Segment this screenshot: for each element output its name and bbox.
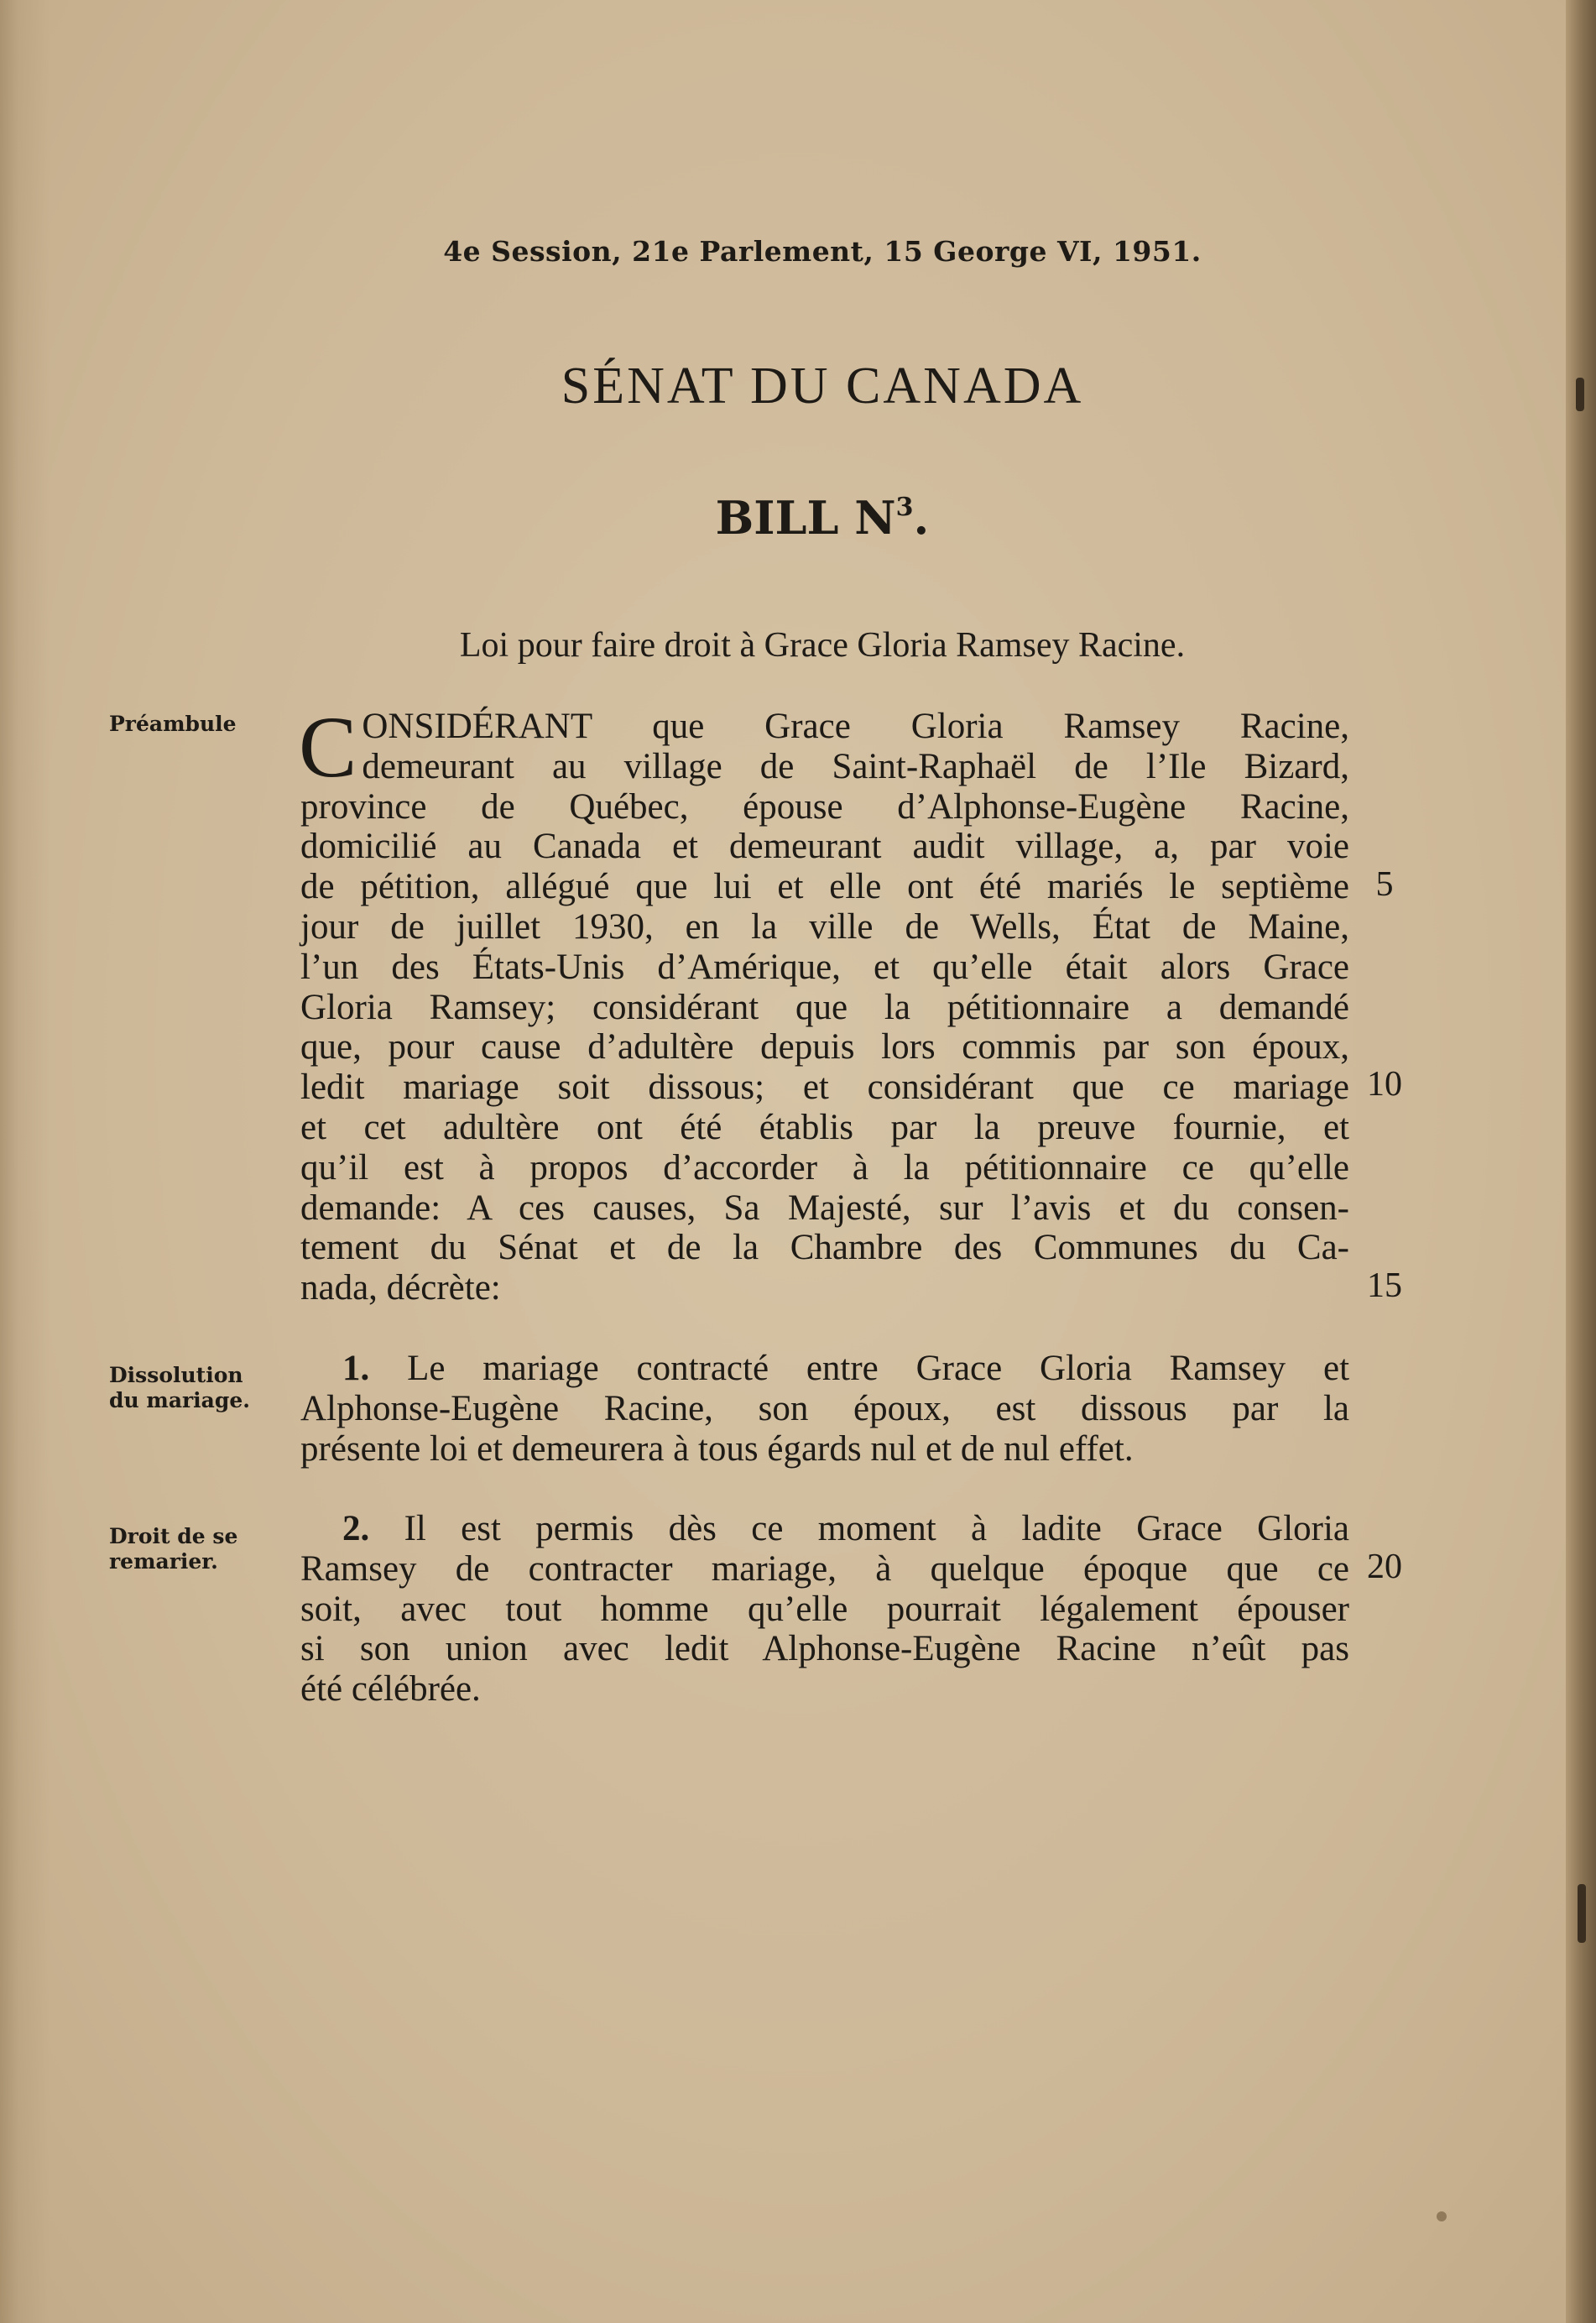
text-line: que, pour cause d’adultère depuis lors commis par son époux, (300, 1027, 1349, 1068)
line-number: 15 (1367, 1266, 1402, 1305)
text-line: ONSIDÉRANT que Grace Gloria Ramsey Racine, (362, 707, 1349, 746)
section-2 (300, 1509, 1349, 1710)
line-number: 5 (1375, 865, 1394, 904)
text-line: Gloria Ramsey; considérant que la pétitionnaire a demandé (300, 987, 1349, 1027)
margin-note-preamble: Préambule (109, 712, 237, 736)
text-line: province de Québec, épouse d’Alphonse-Eugène Racine, (300, 786, 1349, 827)
section-1 (300, 1349, 1349, 1469)
edge-mark (1578, 1884, 1586, 1943)
text-line: demeurant au village de Saint-Raphaël de l’Ile Bizard, (362, 746, 1349, 786)
text-line: Ramsey de contracter mariage, à quelque époque que ce (300, 1548, 1349, 1589)
text-line: domicilié au Canada et demeurant audit village, a, par voie (300, 827, 1349, 867)
text-line: présente loi et demeurera à tous égards nul et de nul effet. (300, 1428, 1134, 1469)
text-line: Alphonse-Eugène Racine, son époux, est dissous par la (300, 1388, 1349, 1428)
section-2-first-line: Il est permis dès ce moment à ladite Grace Gloria (404, 1509, 1350, 1548)
text-line: jour de juillet 1930, en la ville de Wells, État de Maine, (300, 906, 1349, 947)
text-line: demande: A ces causes, Sa Majesté, sur l’avis et du consen- (300, 1188, 1349, 1228)
bill-label: BILL N (715, 491, 896, 545)
bill-number (0, 491, 1596, 545)
dropcap: C (299, 699, 357, 796)
section-number: 2. (342, 1509, 370, 1548)
text-line: ledit mariage soit dissous; et considérant que ce mariage (300, 1068, 1349, 1108)
paper-spot (1437, 2211, 1447, 2221)
text-line: nada, décrète: (300, 1268, 501, 1308)
text-line: été célébrée. (300, 1669, 481, 1710)
text-line: de pétition, allégué que lui et elle ont été mariés le septième (300, 867, 1349, 907)
margin-note-line: Dissolution (109, 1363, 243, 1387)
preamble-paragraph (299, 699, 1349, 1308)
text-line: qu’il est à propos d’accorder à la pétitionnaire ce qu’elle (300, 1147, 1349, 1188)
line-number: 20 (1367, 1548, 1402, 1586)
bill-suffix: . (913, 491, 930, 545)
text-line: tement du Sénat et de la Chambre des Communes du Ca- (300, 1228, 1349, 1268)
margin-note-line: remarier. (109, 1549, 218, 1574)
text-line: et cet adultère ont été établis par la preuve fournie, et (300, 1107, 1349, 1147)
text-line: si son union avec ledit Alphonse-Eugène Racine n’eût pas (300, 1629, 1349, 1669)
text-line (300, 1349, 1349, 1389)
text-line: soit, avec tout homme qu’elle pourrait légalement épouser (300, 1589, 1349, 1629)
margin-note-line: Droit de se (109, 1524, 238, 1548)
bill-superscript: 3 (895, 493, 914, 522)
chamber-title: SÉNAT DU CANADA (561, 358, 1084, 415)
section-number: 1. (342, 1349, 370, 1388)
page-edge (1566, 0, 1596, 2323)
margin-note-line: du mariage. (109, 1388, 250, 1412)
text-line (300, 1509, 1349, 1549)
margin-note-dissolution (109, 1363, 277, 1413)
text-line: l’un des États-Unis d’Amérique, et qu’elle était alors Grace (300, 947, 1349, 987)
bill-title: Loi pour faire droit à Grace Gloria Ramsey Racine. (459, 626, 1186, 665)
line-number: 10 (1367, 1065, 1402, 1104)
margin-note-remarry (109, 1524, 277, 1574)
session-line: 4e Session, 21e Parlement, 15 George VI, 1951. (443, 235, 1202, 268)
section-1-first-line: Le mariage contracté entre Grace Gloria Ramsey et (407, 1349, 1350, 1388)
